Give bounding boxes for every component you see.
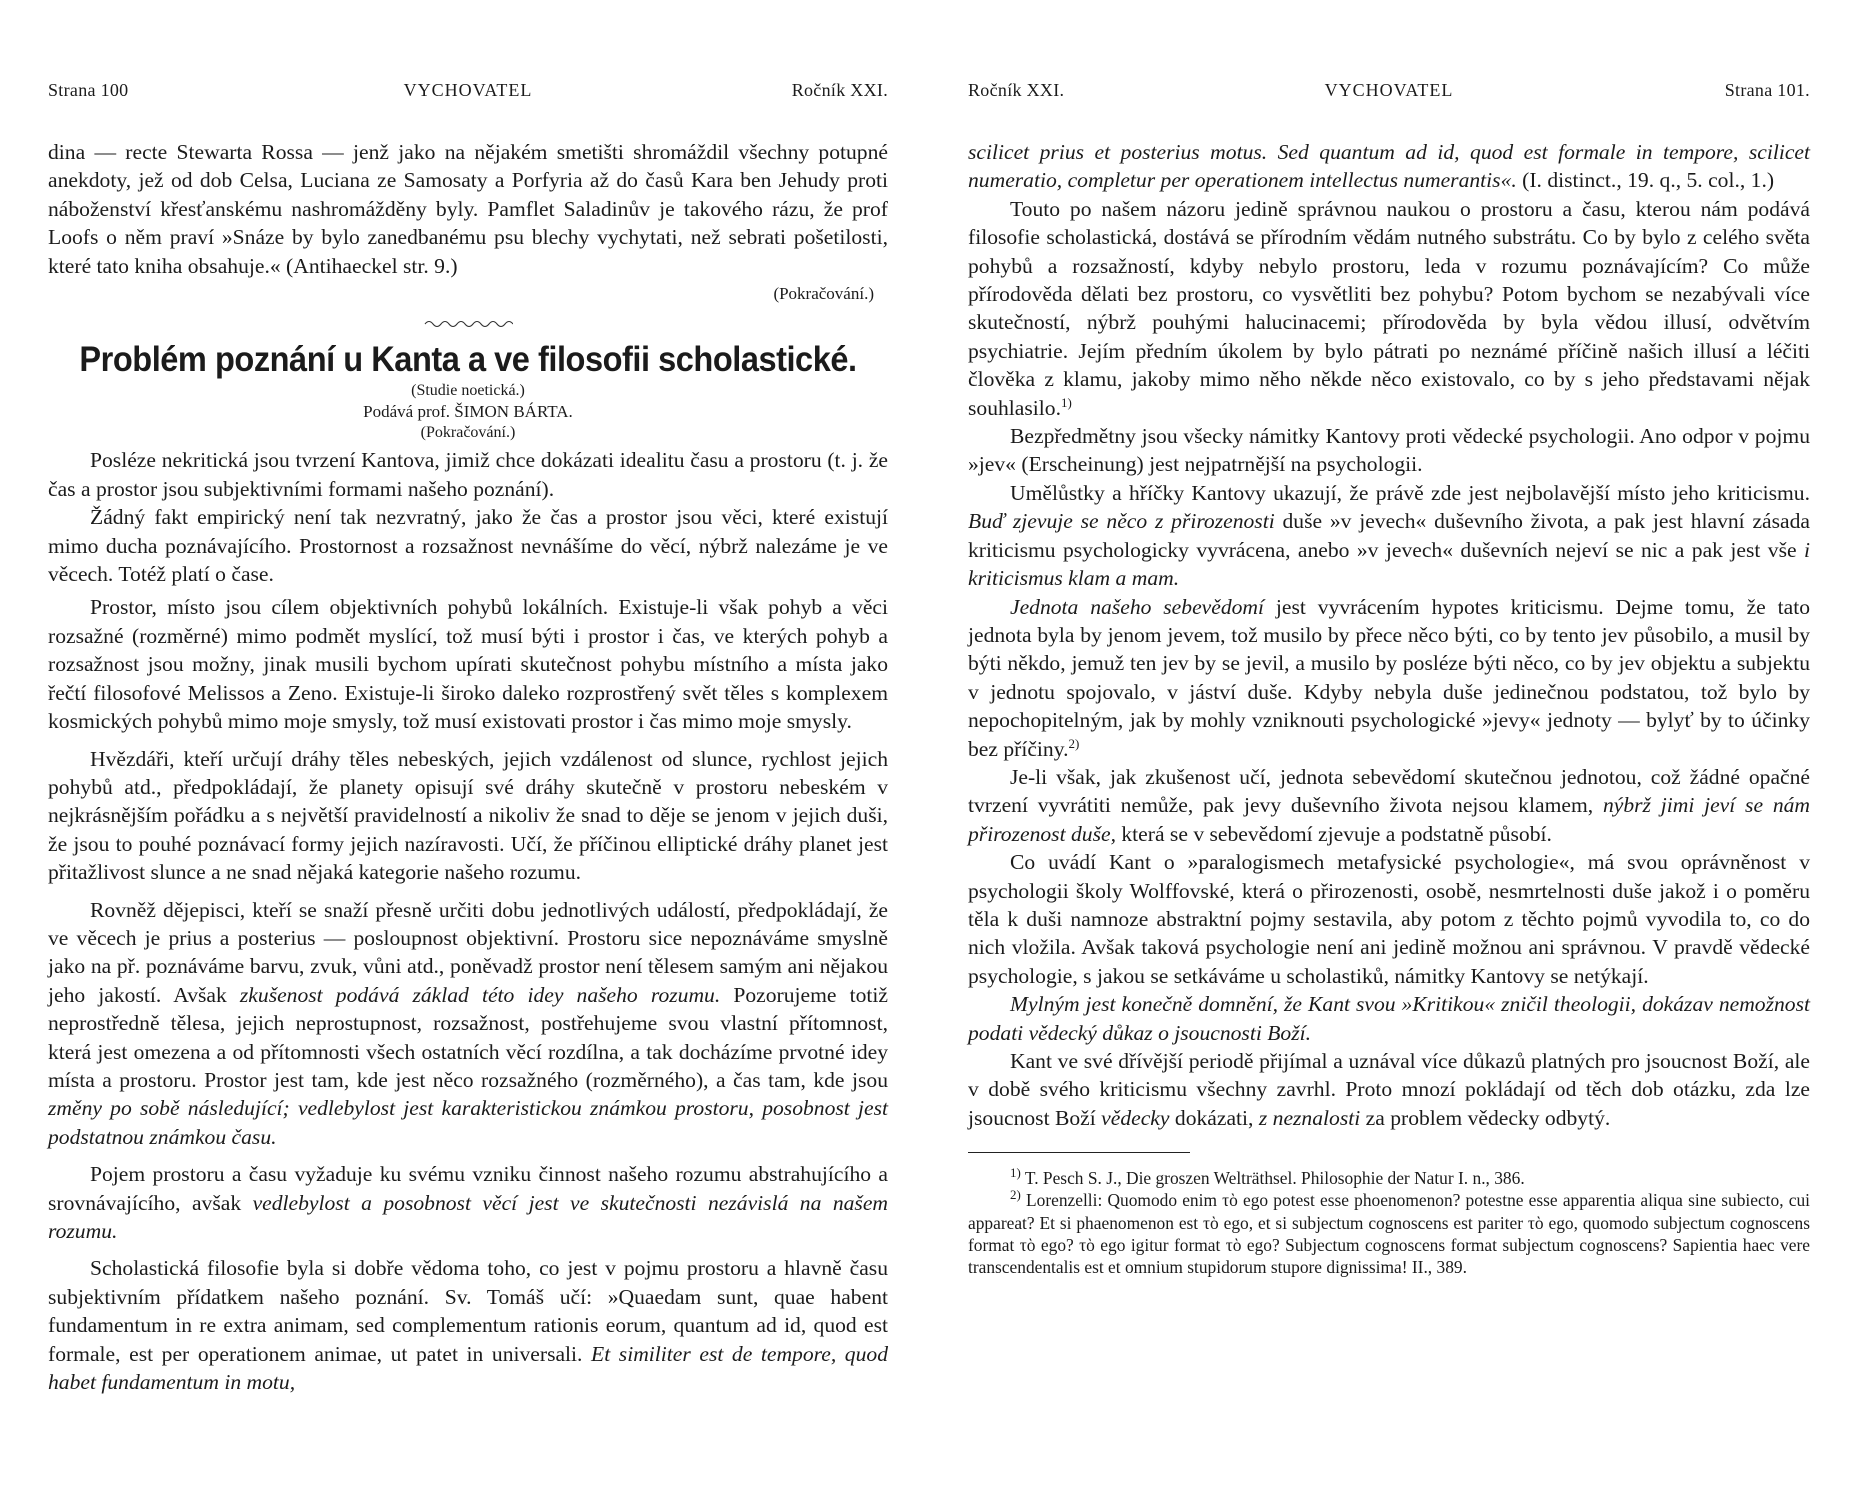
text-run: Umělůstky a hříčky Kantovy ukazují, že právě zde jest nejbolavější místo jeho kriticismu. [1010,480,1810,505]
paragraph: Hvězdáři, kteří určují dráhy těles nebeských, jejich vzdálenost od slunce, rychlost jejich pohybů atd., předpokládají, že planety opisují své dráhy skutečně v prostoru nebeském v nejkrásnějším pořádku a s největší pravidelností a nikoliv že snad to děje se jenom v jejich duši, že jsou to pouhé poznávací formy jejich nazíravosti. Učí, že příčinou elliptické dráhy planet jest přitažlivost slunce a ne snad nějaká kategorie našeho rozumu. [48,746,888,885]
volume-label: Ročník XXI. [791,80,888,100]
footnote-reference: 1 [1060,394,1068,410]
footnote-divider [968,1152,1190,1153]
page-number: Strana 101. [1724,80,1810,100]
italic-run: z neznalosti [1258,1105,1361,1130]
journal-title: VYCHOVATEL [1324,80,1454,100]
article-title: Problém poznání u Kanta a ve filosofii scholastické. [79,340,857,380]
right-page-body [968,138,1810,1278]
article-continuation: (Pokračování.) [420,424,516,442]
italic-run: Jednota našeho sebevědomí [1010,594,1265,619]
volume-label: Ročník XXI. [968,80,1065,100]
text-run: Pozorujeme totiž neprostředně tělesa, jejich neprostupnost, rozsažnost, postřehujeme svou vlastní přítomnost, která jest omezena a od přítomnosti všech ostatních věcí rozdílna, a tak docházíme prvotné idey místa a prostoru. Prostor jest tam, kde jest něco rozsažného (rozměrného), a čas tam, kde jsou [48,982,888,1092]
citation: (I. distinct., 19. q., 5. col., 1.) [1522,168,1775,193]
italic-run: vědecky [1101,1105,1170,1130]
paragraph [968,1047,1810,1132]
paragraph [48,1254,888,1396]
paragraph: Touto po našem názoru jedině správnou naukou o prostoru a času, kterou nám podává filosofie scholastická, dostává se přírodním vědám nutného substrátu. Co by bylo z celého světa pohybů a rozsažností, kdyby nebylo prostoru, leda v rozumu poznávajícím? Co může přírodověda dělati bez prostoru, co vysvětliti bez pohybu? Potom bychom se nezabývali více skutečností, nýbrž pouhými halucinacemi; přírodověda by byla vědou illusí, odvětvím psychiatrie. Jejím předním úkolem by bylo pátrati po neznámé příčině našich illusí a léčiti člověka z klamu, jakoby mimo něho někde něco existovalo, co by s jeho představami nějak souhlasilo.$^{1)}$ [968,196,1810,420]
footnote [968,1189,1810,1278]
text-run: za problem vědecky odbytý. [1365,1105,1611,1130]
paragraph: Posléze nekritická jsou tvrzení Kantova, jimiž chce dokázati idealitu času a prostoru (t. j. že čas a prostor jsou subjektivními formami našeho poznání). [48,448,888,501]
right-page [968,0,1810,1500]
italic-run: změny po sobě následující; vedlebylost jest karakteristickou známkou prostoru, posobnost jest podstatnou známkou času. [48,1096,888,1149]
previous-article-continuation-row [48,280,888,308]
italic-run: vedlebylost a posobnost věcí jest ve skutečnosti nezávislá na našem rozumu. [48,1190,889,1243]
italic-run: nýbrž jimi jeví se nám přirozenost duše, [968,793,1811,846]
italic-run: zkušenost podává základ této idey našeho rozumu. [239,982,721,1007]
text-run: Scholastická filosofie byla si dobře vědoma toho, co jest v pojmu prostoru a hlavně času subjektivním přídatkem našeho poznání. Sv. Tomáš učí: »Quaedam sunt, quae habent fundamentum in re extra animam, sed complementum rationis eorum, quantum ad id, quod est formale, est per operationem animae, ut patet in universali. [48,1256,888,1366]
left-page-body [48,138,888,1396]
text-run: která se v sebevědomí zjevuje a podstatně působí. [1121,821,1552,846]
quotation-continuation [968,138,1810,195]
footnote-reference: 2 [1068,735,1076,751]
italic-run: Et similiter est de tempore, quod habet fundamentum in motu, [48,1341,888,1395]
paragraph [48,896,888,1152]
paragraph: Bezpředmětny jsou všecky námitky Kantovy proti vědecké psychologii. Ano odpor v pojmu »jev« (Erscheinung) jest nejpatrnější na psychologii. [968,424,1810,477]
text-run: Rovněž dějepisci, kteří se snaží přesně určiti dobu jednotlivých událostí, předpokládají, že ve věcech je prius a posterius — posloupnost objektivní. Prostoru sice nepoznáváme smyslně jako na př. poznáváme barvu, zvuk, vůni atd., poněvadž prostor není tělesem samým ani nějakou jeho jakostí. Avšak [48,897,888,1007]
footnotes [968,1167,1810,1278]
wavy-divider [48,310,888,332]
paragraph: Žádný fakt empirický není tak nezvratný, jako že čas a prostor jsou věci, které existují mimo ducha poznávajícího. Prostornost a rozsažnost nevnášíme do věcí, nýbrž nalezáme je ve věcech. Totéž platí o čase. [48,505,888,587]
paragraph [968,479,1810,593]
paragraph [48,1160,888,1245]
text-run: dokázati, [1174,1105,1254,1130]
page-number: Strana 100 [48,80,129,100]
paragraph: Mylným jest konečně domnění, že Kant svou »Kritikou« zničil theologii, dokázav nemožnost podati vědecký důkaz o jsoucnosti Boží. [968,992,1810,1045]
previous-article-ending: dina — recte Stewarta Rossa — jenž jako na nějakém smetišti shromáždil všechny potupné anekdoty, jež od dob Celsa, Luciana ze Samosaty a Porfyria až do časů Kara ben Jehudy proti náboženství křesťanskému nashromážděny byly. Pamflet Saladinův je takového rázu, že prof Loofs o něm praví »Snáze by bylo zanedbanému psu blechy vychytati, než sebrati pošetilosti, které tato kniha obsahuje.« (Antihaeckel str. 9.) [48,140,888,278]
left-page [48,0,888,1500]
footnote-text: T. Pesch S. J., Die groszen Welträthsel. Philosophie der Natur I. n., 386. [1024,1168,1525,1189]
article-subtitle: (Studie noetická.) [411,382,525,400]
journal-title: VYCHOVATEL [403,80,533,100]
text-run: jest vyvrácením hypotes kriticismu. Dejme tomu, že tato jednota byla by jenom jevem, tož musilo by přece něco býti, co by tento jev působilo, a musil by býti někdo, jemuž ten jev by se jevil, a musilo by posléze býti něco, co by jev objektu a subjektu v jednotu spojovalo, v jáství duše. Kdyby nebyla duše jedinečnou podstatou, tož bylo by nepochopitelným, jak by mohly vzniknouti psychologické »jevy« jednoty — bylyť by to účinky bez příčiny. [968,594,1810,761]
paragraph: Prostor, místo jsou cílem objektivních pohybů lokálních. Existuje-li však pohyb a věci rozsažné (rozměrné) mimo podmět myslící, tož musí býti i prostor i čas, ve kterých pohyb a rozsažnost jsou možny, jinak musili bychom upírati skutečnost pohybu místního a místa jako řečtí filosofové Melissos a Zeno. Existuje-li široko daleko rozprostřený svět těles s komplexem kosmických pohybů mimo moje smysly, tož musí existovati prostor i čas mimo moje smysly. [48,595,888,734]
running-header [968,80,1810,106]
text-run: Pojem prostoru a času vyžaduje ku svému vzniku činnost našeho rozumu abstrahujícího a srovnávajícího, avšak [48,1162,888,1215]
text-run: Touto po našem názoru jedině správnou naukou o prostoru a času, kterou nám podává filosofie scholastická, dostává se přírodním vědám nutného substrátu. Co by bylo z celého světa pohybů a rozsažností, kdyby nebylo prostoru, leda v rozumu poznávajícím? Co může přírodověda dělati bez prostoru, co vysvětliti bez pohybu? Potom bychom se nezabývali více skutečností, nýbrž pouhými halucinacemi; přírodověda by byla vědou illusí, odvětvím psychiatrie. Jejím předním úkolem by bylo pátrati po neznámé příčině našich illusí a léčiti člověka z klamu, jakoby mimo něho někde něco existovalo, co by s jeho představami nějak souhlasilo. [968,196,1810,420]
continuation-note: (Pokračování.) [773,284,874,304]
footnote-mark: 2) [1010,1187,1021,1203]
text-run: duše »v jevech« duševního života, a pak jest hlavní zásada kriticismu psychologicky vyvrácena, anebo »v jevech« duševních nejeví se nic a pak jest vše [968,509,1810,562]
paragraph: Co uvádí Kant o »paralogismech metafysické psychologie«, má svou oprávněnost v psychologii školy Wolffovské, která o přirozenosti, osobě, nesmrtelnosti duše jakož i o poměru těla k duši namnoze abstraktní pojmy sestavila, aby potom z těchto pojmů vyvodila to, co do nich vložila. Avšak taková psychologie není ani jedině možnou ani správnou. V pravdě vědecké psychologie, s jakou se setkáváme u scholastiků, námitky Kantovy se netýkají. [968,850,1810,988]
paragraph: Jednota našeho sebevědomí jest vyvrácením hypotes kriticismu. Dejme tomu, že tato jednota byla by jenom jevem, tož musilo by přece něco býti, co by tento jev působilo, a musil by býti někdo, jemuž ten jev by se jevil, a musilo by posléze býti něco, co by jev objektu a subjektu v jednotu spojovalo, v jáství duše. Kdyby nebyla duše jedinečnou podstatou, tož bylo by nepochopitelným, jak by mohly vzniknouti psychologické »jevy« jednoty — bylyť by to účinky bez příčiny.$^{2)}$ [968,594,1810,761]
footnote [968,1167,1810,1189]
italic-run: i kriticismus klam a mam. [968,537,1810,591]
article-byline: Podává prof. ŠIMON BÁRTA. [363,402,573,422]
text-run: Je-li však, jak zkušenost učí, jednota sebevědomí skutečnou jednotou, což žádné opačné tvrzení vyvrátiti nemůže, pak jevy duševního života nejsou klamem, [968,764,1810,818]
running-header [48,80,888,106]
text-run: Kant ve své dřívější periodě přijímal a uznával více důkazů platných pro jsoucnost Boží, ale v době svého kriticismu všechny zavrhl. Proto mnozí pokládají od těch dob otázku, zda lze jsoucnost Boží [968,1049,1810,1130]
paragraph [968,763,1810,848]
italic-run: Buď zjevuje se něco z přirozenosti [968,509,1275,534]
italic-run: scilicet prius et posterius motus. Sed quantum ad id, quod est formale in tempore, scilicet numeratio, completur per operationem intellectus numerantis«. [968,140,1810,193]
footnote-text: Lorenzelli: Quomodo enim τὸ ego potest esse phoenomenon? potestne esse apparentia aliqua sine subiecto, cui appareat? Et si phaenomenon est τὸ ego, et si subjectum cognoscens est pariter τὸ ego, quomodo subjectum cognoscens format τὸ ego? τὸ ego igitur format τὸ ego? Subjectum cognoscens format subjectum cognoscens? Sapientia haec vere transcendentalis est et omnium stupidorum stupore dignissima! II., 389. [968,1190,1810,1278]
footnote-mark: 1) [1010,1165,1021,1181]
